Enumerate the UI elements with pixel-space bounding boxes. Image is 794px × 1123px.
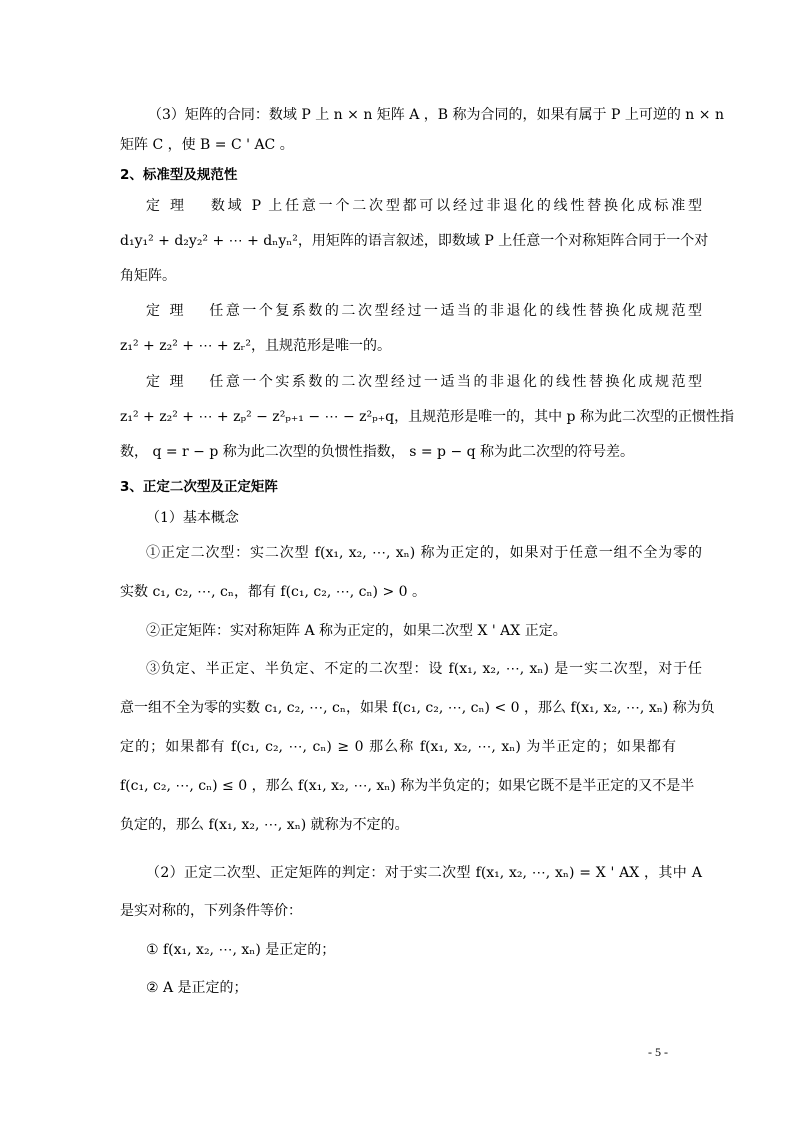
page-number: - 5 - xyxy=(648,1045,668,1059)
section-heading: 3、正定二次型及正定矩阵 xyxy=(120,479,278,495)
text-line: ③负定、半正定、半负定、不定的二次型：设 f(x₁, x₂, ⋯, xₙ) 是一实二次型，对于任 xyxy=(146,661,702,677)
text-line: 定的；如果都有 f(c₁, c₂, ⋯, cₙ) ≥ 0 那么称 f(x₁, x₂, ⋯, xₙ) 为半正定的；如果都有 xyxy=(120,739,676,755)
text-line: ② A 是正定的； xyxy=(146,980,248,996)
section-heading: 2、标准型及规范性 xyxy=(120,167,238,183)
text-line: 角矩阵。 xyxy=(120,268,176,284)
subheading: （1）基本概念 xyxy=(146,510,239,526)
text-line: 负定的，那么 f(x₁, x₂, ⋯, xₙ) 就称为不定的。 xyxy=(120,817,409,833)
text-line: f(c₁, c₂, ⋯, cₙ) ≤ 0 ，那么 f(x₁, x₂, ⋯, xₙ) 称为半负定的；如果它既不是半正定的又不是半 xyxy=(120,778,695,794)
text-line: 矩阵 C ，使 B = C ' AC 。 xyxy=(120,137,294,153)
text-line: ②正定矩阵：实对称矩阵 A 称为正定的，如果二次型 X ' AX 正定。 xyxy=(146,623,567,639)
text-line: ① f(x₁, x₂, ⋯, xₙ) 是正定的； xyxy=(146,942,336,958)
text-line: （3）矩阵的合同：数域 P 上 n × n 矩阵 A ，B 称为合同的，如果有属于 P 上可逆的 n × n xyxy=(148,107,724,123)
theorem-line: 定 理 数域 P 上任意一个二次型都可以经过非退化的线性替换化成标准型 xyxy=(146,198,702,214)
text-line: z₁² + z₂² + ⋯ + zᵣ²，且规范形是唯一的。 xyxy=(120,338,391,354)
text-line: 实数 c₁, c₂, ⋯, cₙ，都有 f(c₁, c₂, ⋯, cₙ) > 0 。 xyxy=(120,584,427,600)
text-line: z₁² + z₂² + ⋯ + zₚ² − z²ₚ₊₁ − ⋯ − z²ₚ₊q，且规范形是唯一的，其中 p 称为此二次型的正惯性指 xyxy=(120,409,734,425)
text-line: 意一组不全为零的实数 c₁, c₂, ⋯, cₙ，如果 f(c₁, c₂, ⋯, cₙ) < 0 ，那么 f(x₁, x₂, ⋯, xₙ) 称为负 xyxy=(120,700,715,716)
text-line: ①正定二次型：实二次型 f(x₁, x₂, ⋯, xₙ) 称为正定的，如果对于任意一组不全为零的 xyxy=(146,545,702,561)
theorem-line: 定 理 任意一个实系数的二次型经过一适当的非退化的线性替换化成规范型 xyxy=(146,374,702,390)
text-line: 数， q = r − p 称为此二次型的负惯性指数， s = p − q 称为此二次型的符号差。 xyxy=(120,444,635,460)
text-line: d₁y₁² + d₂y₂² + ⋯ + dₙyₙ²，用矩阵的语言叙述，即数域 P 上任意一个对称矩阵合同于一个对 xyxy=(120,233,709,249)
theorem-line: 定 理 任意一个复系数的二次型经过一适当的非退化的线性替换化成规范型 xyxy=(146,303,702,319)
text-line: 是实对称的，下列条件等价： xyxy=(120,903,302,919)
text-line: （2）正定二次型、正定矩阵的判定：对于实二次型 f(x₁, x₂, ⋯, xₙ) = X ' AX ，其中 A xyxy=(146,865,702,881)
